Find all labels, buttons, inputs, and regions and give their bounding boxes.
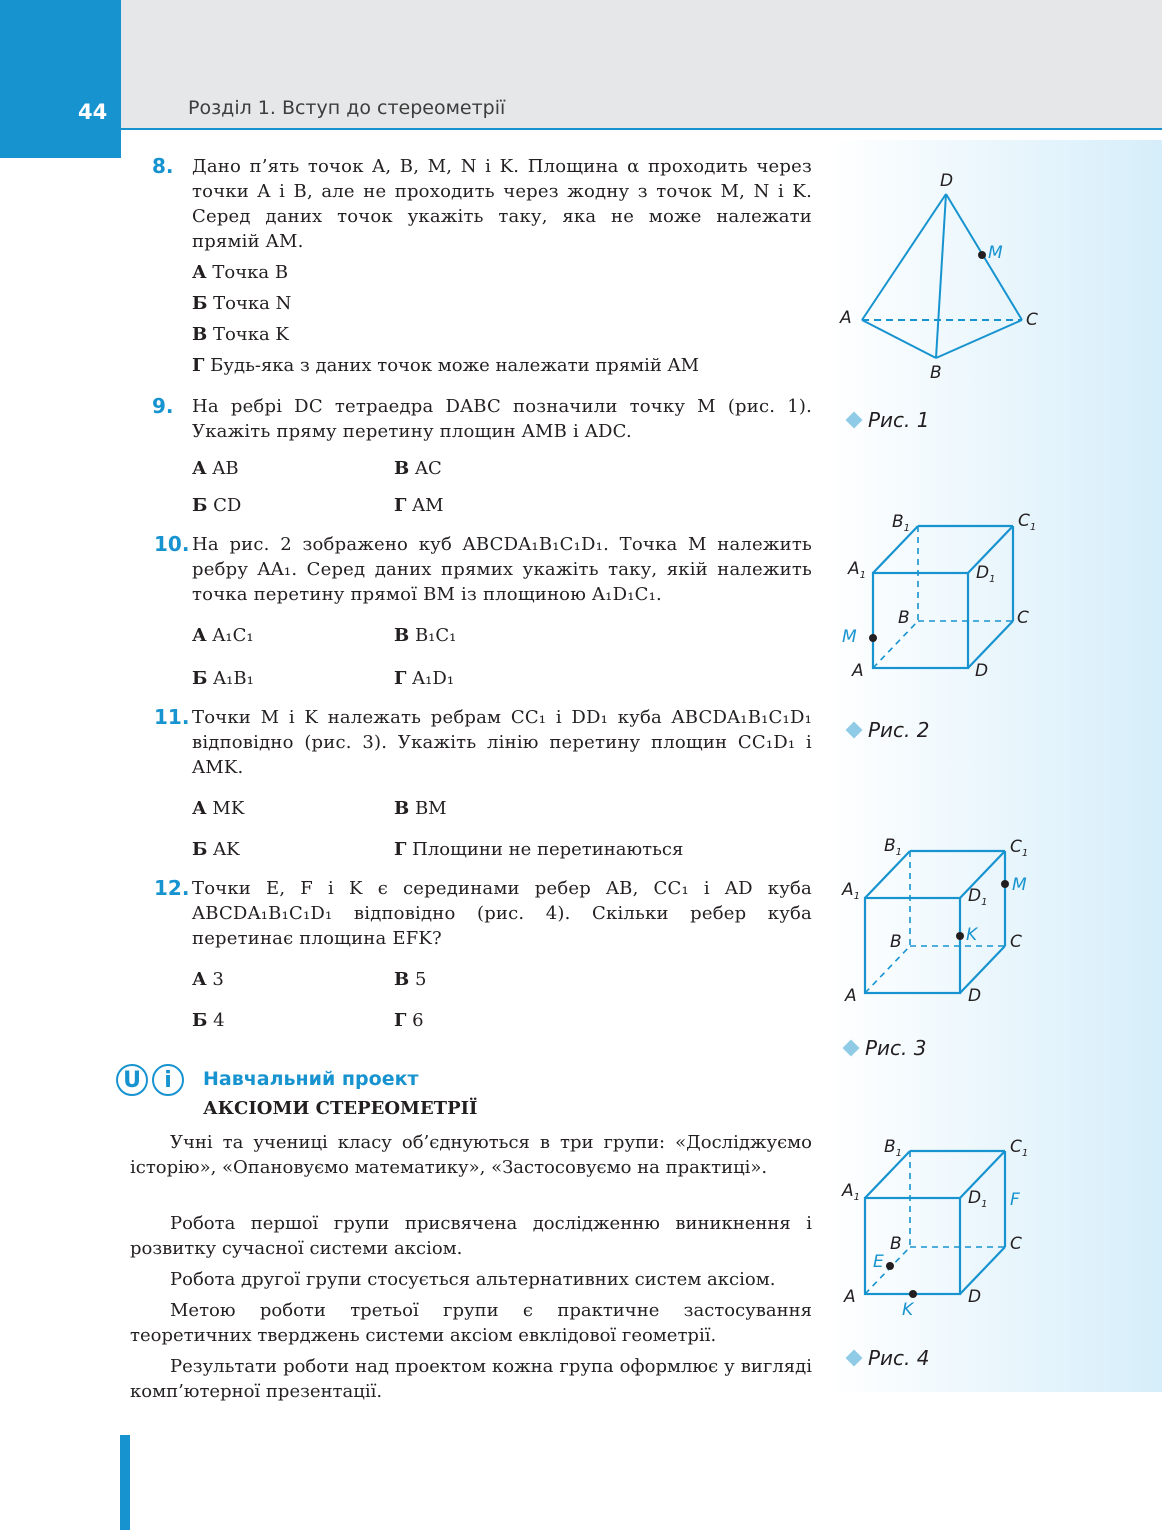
svg-text:C1: $C_1$ <box>1018 511 1037 533</box>
project-paragraph: Робота першої групи присвячена дослідженню виникнення і розвитку сучасної системи аксіом. <box>130 1213 812 1259</box>
task-number: 12. <box>154 876 190 900</box>
svg-text:F: F <box>1010 1190 1020 1210</box>
svg-text:A: A <box>852 661 864 681</box>
point-e <box>886 1262 894 1270</box>
task-number: 10. <box>154 532 190 556</box>
point-k <box>909 1290 917 1298</box>
figure-3-labels <box>841 836 1028 1006</box>
task-list <box>130 150 812 1033</box>
svg-text:B1: $B_1$ <box>884 836 903 858</box>
svg-text:M: M <box>842 627 857 647</box>
task-10 <box>130 532 812 691</box>
svg-text:A1: $A_1$ <box>848 559 867 581</box>
svg-text:M: M <box>1012 875 1027 895</box>
option-g: Г 6 <box>394 1010 424 1031</box>
option-v: В AC <box>394 458 442 479</box>
task-text: Точки M і K належать ребрам CC₁ і DD₁ куба ABCDA₁B₁C₁D₁ відповідно (рис. 3). Укажіть лінію перетину площин CC₁D₁ і AMK. <box>192 707 812 778</box>
svg-text:B: B <box>898 608 910 628</box>
point-m <box>869 634 877 642</box>
header-divider <box>120 128 1162 130</box>
option-b: Б CD <box>192 495 242 516</box>
options-row <box>192 837 812 862</box>
header-band <box>0 0 1162 128</box>
option-a: А AB <box>192 458 239 479</box>
project-title: АКСІОМИ СТЕРЕОМЕТРІЇ <box>203 1098 478 1119</box>
svg-text:D: D <box>975 661 989 681</box>
option-g: Г AM <box>394 495 444 516</box>
options-row <box>192 967 812 992</box>
label-a: A <box>840 308 852 328</box>
task-text: Точки E, F і K є серединами ребер AB, CC₁ і AD куба ABCDA₁B₁C₁D₁ відповідно (рис. 4). Скільки ребер куба перетинає площина EFK? <box>192 878 812 949</box>
svg-text:C: C <box>1017 608 1029 628</box>
svg-text:E: E <box>873 1252 884 1272</box>
figure-4-caption: Рис. 4 <box>848 1346 930 1370</box>
task-number: 8. <box>152 154 174 178</box>
option-b: Б AK <box>192 839 240 860</box>
task-8 <box>130 154 812 378</box>
point-k <box>956 932 964 940</box>
diamond-bullet-icon <box>846 412 863 429</box>
svg-text:C: C <box>1010 932 1022 952</box>
task-text: Дано п’ять точок A, B, M, N і K. Площина α проходить через точки A і B, але не проходить через жодну з точок M, N і K. Серед даних точок укажіть таку, яка не може належати прямій AM. <box>192 156 812 252</box>
research-u-icon: U <box>116 1064 148 1096</box>
point-m <box>1001 880 1009 888</box>
svg-text:B1: $B_1$ <box>892 512 911 534</box>
option-g: Г Площини не перетинаються <box>394 839 684 860</box>
svg-text:A: A <box>844 1287 856 1307</box>
option-a: А MK <box>192 798 245 819</box>
info-i-icon: i <box>152 1064 184 1096</box>
diamond-bullet-icon <box>843 1040 860 1057</box>
option-g: Г A₁D₁ <box>394 668 455 689</box>
figure-1-tetrahedron <box>830 160 1060 390</box>
label-m: M <box>988 243 1003 263</box>
option-a: А A₁C₁ <box>192 625 254 646</box>
diamond-bullet-icon <box>846 1350 863 1367</box>
project-paragraph: Метою роботи третьої групи є практичне застосування теоретичних тверджень системи аксіом евклідової геометрії. <box>130 1300 812 1346</box>
figure-2-cube <box>830 500 1060 695</box>
svg-text:A1: $A_1$ <box>842 880 861 902</box>
project-paragraph: Робота другої групи стосується альтернативних систем аксіом. <box>170 1269 776 1290</box>
svg-text:B: B <box>890 932 902 952</box>
figure-3-cube <box>830 825 1060 1015</box>
left-margin-bar <box>120 1435 130 1530</box>
svg-text:D1: $D_1$ <box>968 886 988 908</box>
task-number: 11. <box>154 705 190 729</box>
svg-text:D1: $D_1$ <box>968 1188 988 1210</box>
option-v: В B₁C₁ <box>394 625 457 646</box>
figure-4-cube <box>830 1125 1060 1325</box>
options-row <box>192 1008 812 1033</box>
option-v: В BM <box>394 798 447 819</box>
page-number-tab <box>0 0 121 158</box>
svg-text:D: D <box>968 986 982 1006</box>
options-row <box>192 666 812 691</box>
option-v: В Точка K <box>192 324 289 345</box>
option-b: Б Точка N <box>192 293 292 314</box>
option-g: Г Будь-яка з даних точок може належати прямій AM <box>192 355 700 376</box>
options-row <box>192 796 812 821</box>
project-paragraph: Результати роботи над проектом кожна група оформлює у вигляді комп’ютерної презентації. <box>130 1356 812 1402</box>
option-a: А Точка B <box>192 262 289 283</box>
project-label: Навчальний проект <box>203 1068 419 1090</box>
task-9 <box>130 394 812 518</box>
project-paragraph: Учні та учениці класу об’єднуються в три групи: «Досліджуємо історію», «Опановуємо математику», «Застосовуємо на практиці». <box>130 1132 812 1178</box>
point-m <box>978 251 986 259</box>
project-icons <box>116 1064 184 1096</box>
figure-2-caption: Рис. 2 <box>848 718 930 742</box>
task-12 <box>130 876 812 1033</box>
label-d: D <box>940 171 954 191</box>
diamond-bullet-icon <box>846 722 863 739</box>
running-head: Розділ 1. Вступ до стереометрії <box>188 97 506 119</box>
task-text: На ребрі DC тетраедра DABC позначили точку M (рис. 1). Укажіть пряму перетину площин AMB і ADC. <box>192 396 812 442</box>
svg-text:B: B <box>890 1234 902 1254</box>
option-a: А 3 <box>192 969 224 990</box>
svg-text:B1: $B_1$ <box>884 1137 903 1159</box>
svg-text:C1: $C_1$ <box>1010 837 1029 859</box>
option-b: Б 4 <box>192 1010 225 1031</box>
task-number: 9. <box>152 394 174 418</box>
label-c: C <box>1026 310 1038 330</box>
task-11 <box>130 705 812 862</box>
figure-1-caption: Рис. 1 <box>848 408 930 432</box>
page-number: 44 <box>78 100 108 124</box>
svg-text:C: C <box>1010 1234 1022 1254</box>
figure-4-labels <box>841 1137 1028 1320</box>
options-row <box>192 623 812 648</box>
task-text: На рис. 2 зображено куб ABCDA₁B₁C₁D₁. Точка M належить ребру AA₁. Серед даних прямих укажіть таку, якій належить точка перетину прямої BM із площиною A₁D₁C₁. <box>192 534 812 605</box>
option-v: В 5 <box>394 969 427 990</box>
options-row <box>192 493 812 518</box>
option-b: Б A₁B₁ <box>192 668 254 689</box>
svg-text:D: D <box>968 1287 982 1307</box>
svg-text:D1: $D_1$ <box>976 563 996 585</box>
svg-text:A1: $A_1$ <box>842 1181 861 1203</box>
options-row <box>192 456 812 481</box>
svg-text:K: K <box>966 925 978 945</box>
svg-text:A: A <box>845 986 857 1006</box>
svg-text:C1: $C_1$ <box>1010 1137 1029 1159</box>
svg-text:K: K <box>902 1300 914 1320</box>
figure-3-caption: Рис. 3 <box>845 1036 927 1060</box>
figure-2-labels <box>842 511 1036 681</box>
label-b: B <box>930 363 942 383</box>
